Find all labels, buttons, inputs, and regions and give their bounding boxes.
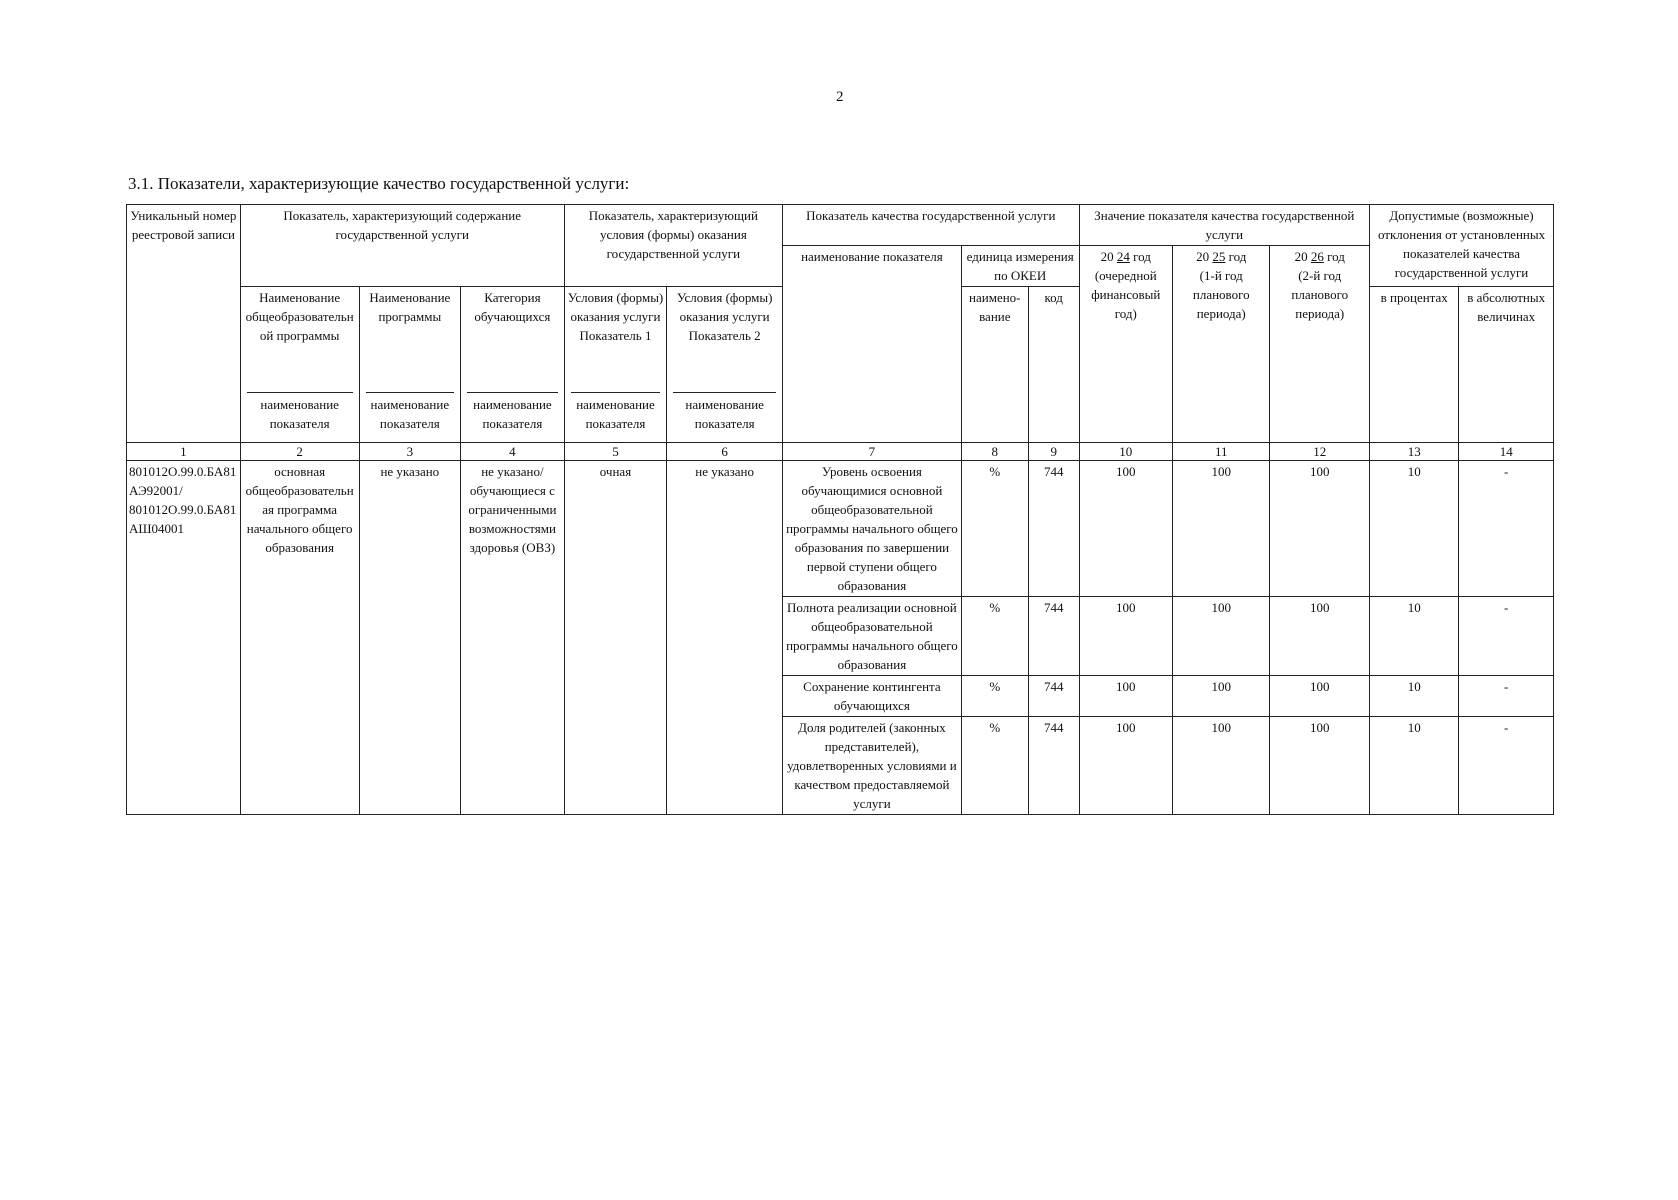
value-2025-cell: 100	[1173, 676, 1270, 717]
unit-cell: %	[961, 597, 1028, 676]
unit-cell: %	[961, 717, 1028, 815]
column-number: 14	[1459, 443, 1554, 461]
header-deviation-absolute: в абсолютных величинах	[1459, 287, 1554, 443]
header-year-1: 20 24 год (очередной финансовый год)	[1079, 246, 1172, 443]
deviation-absolute-cell: -	[1459, 717, 1554, 815]
registry-number-cell: 801012О.99.0.БА81АЭ92001/ 801012О.99.0.БА81АШ04001	[127, 461, 241, 815]
column-number: 13	[1370, 443, 1459, 461]
program-cell: не указано	[359, 461, 461, 815]
table-row	[127, 461, 1554, 597]
column-number: 10	[1079, 443, 1172, 461]
header-condition-1: Условия (формы) оказания услуги Показатель 1 наименование показателя	[564, 287, 667, 443]
value-2026-cell: 100	[1270, 597, 1370, 676]
column-number: 6	[667, 443, 783, 461]
header-unit: единица измерения по ОКЕИ	[961, 246, 1079, 287]
page-number: 2	[836, 89, 844, 105]
column-number: 7	[783, 443, 962, 461]
deviation-absolute-cell: -	[1459, 461, 1554, 597]
value-2025-cell: 100	[1173, 461, 1270, 597]
header-program: Наименование программы наименование показателя	[359, 287, 461, 443]
deviation-absolute-cell: -	[1459, 676, 1554, 717]
indicator-name-cell: Доля родителей (законных представителей), удовлетворенных условиями и качеством предоставляемой услуги	[783, 717, 962, 815]
header-deviation-percent: в процентах	[1370, 287, 1459, 443]
header-conditions-group: Показатель, характеризующий условия (формы) оказания государственной услуги	[564, 205, 782, 287]
unit-cell: %	[961, 461, 1028, 597]
column-numbers-row	[127, 443, 1554, 461]
header-year-2: 20 25 год (1-й год планового периода)	[1173, 246, 1270, 443]
value-2024-cell: 100	[1079, 461, 1172, 597]
column-number: 4	[461, 443, 565, 461]
column-number: 8	[961, 443, 1028, 461]
value-2026-cell: 100	[1270, 717, 1370, 815]
header-year-3: 20 26 год (2-й год планового периода)	[1270, 246, 1370, 443]
header-unit-code: код	[1028, 287, 1079, 443]
header-content-group: Показатель, характеризующий содержание государственной услуги	[240, 205, 564, 287]
code-cell: 744	[1028, 676, 1079, 717]
category-cell: не указано/ обучающиеся с ограниченными возможностями здоровья (ОВЗ)	[461, 461, 565, 815]
indicator-name-cell: Полнота реализации основной общеобразовательной программы начального общего образования	[783, 597, 962, 676]
header-registry-number: Уникальный номер реестровой записи	[127, 205, 241, 443]
header-category: Категория обучающихся наименование показателя	[461, 287, 565, 443]
header-program-name: Наименование общеобразовательной программы наименование показателя	[240, 287, 359, 443]
deviation-percent-cell: 10	[1370, 676, 1459, 717]
code-cell: 744	[1028, 461, 1079, 597]
code-cell: 744	[1028, 597, 1079, 676]
column-number: 1	[127, 443, 241, 461]
header-indicator-name: наименование показателя	[783, 246, 962, 443]
header-row-1	[127, 205, 1554, 246]
header-deviation-group: Допустимые (возможные) отклонения от установленных показателей качества государственной услуги	[1370, 205, 1554, 287]
header-values-group: Значение показателя качества государственной услуги	[1079, 205, 1369, 246]
value-2024-cell: 100	[1079, 597, 1172, 676]
deviation-percent-cell: 10	[1370, 717, 1459, 815]
quality-indicators-table	[126, 204, 1554, 815]
column-number: 3	[359, 443, 461, 461]
deviation-absolute-cell: -	[1459, 597, 1554, 676]
value-2025-cell: 100	[1173, 597, 1270, 676]
condition-1-cell: очная	[564, 461, 667, 815]
column-number: 12	[1270, 443, 1370, 461]
value-2024-cell: 100	[1079, 676, 1172, 717]
header-condition-2: Условия (формы) оказания услуги Показатель 2 наименование показателя	[667, 287, 783, 443]
header-quality-group: Показатель качества государственной услуги	[783, 205, 1080, 246]
column-number: 9	[1028, 443, 1079, 461]
code-cell: 744	[1028, 717, 1079, 815]
value-2026-cell: 100	[1270, 461, 1370, 597]
column-number: 11	[1173, 443, 1270, 461]
column-number: 2	[240, 443, 359, 461]
condition-2-cell: не указано	[667, 461, 783, 815]
deviation-percent-cell: 10	[1370, 597, 1459, 676]
column-number: 5	[564, 443, 667, 461]
value-2026-cell: 100	[1270, 676, 1370, 717]
section-title: 3.1. Показатели, характеризующие качество государственной услуги:	[128, 174, 630, 193]
program-name-cell: основная общеобразовательная программа начального общего образования	[240, 461, 359, 815]
deviation-percent-cell: 10	[1370, 461, 1459, 597]
header-unit-name: наимено-вание	[961, 287, 1028, 443]
unit-cell: %	[961, 676, 1028, 717]
value-2024-cell: 100	[1079, 717, 1172, 815]
indicator-name-cell: Уровень освоения обучающимися основной общеобразовательной программы начального общего образования по завершении первой ступени общего образования	[783, 461, 962, 597]
indicator-name-cell: Сохранение контингента обучающихся	[783, 676, 962, 717]
value-2025-cell: 100	[1173, 717, 1270, 815]
